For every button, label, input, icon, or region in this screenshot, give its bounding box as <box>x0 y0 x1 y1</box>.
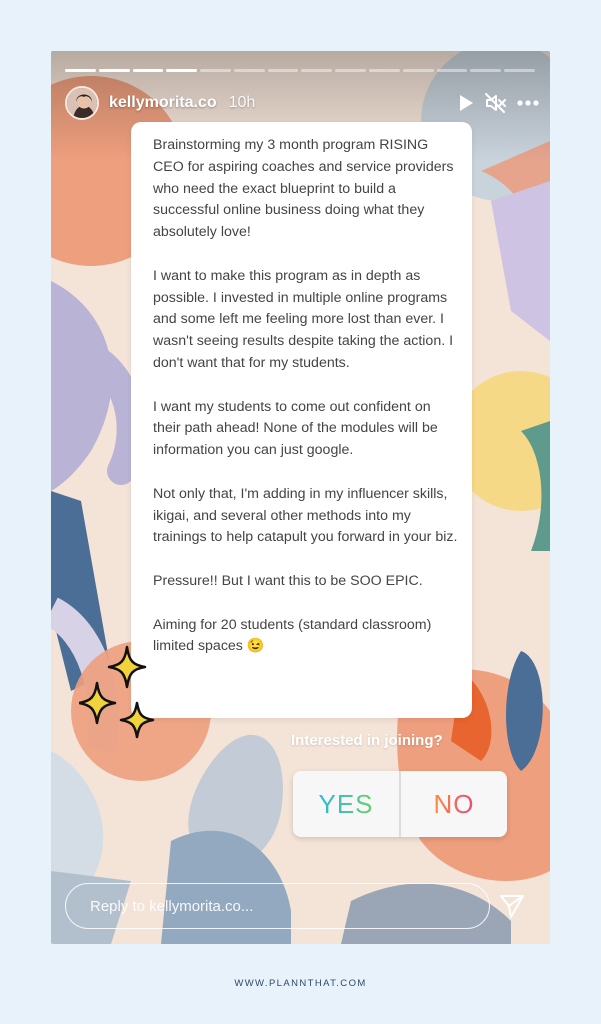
progress-segment <box>301 69 332 72</box>
poll-sticker <box>293 771 507 837</box>
paragraph: Pressure!! But I want this to be SOO EPIC. <box>153 572 423 589</box>
progress-segment <box>369 69 400 72</box>
story-header <box>65 85 539 121</box>
story-progress-bar <box>65 69 535 72</box>
reply-box[interactable] <box>65 883 490 929</box>
progress-segment <box>200 69 231 72</box>
story-time: 10h <box>228 94 256 111</box>
progress-segment <box>99 69 130 72</box>
text-card <box>131 122 472 718</box>
progress-segment <box>234 69 265 72</box>
progress-segment <box>268 69 299 72</box>
paragraph: Not only that, I'm adding in my influencer skills, ikigai, and several other methods into my trainings to help catapult you forward in your biz. <box>153 485 458 546</box>
footer-url: WWW.PLANNTHAT.COM <box>234 978 367 989</box>
avatar[interactable] <box>65 86 99 120</box>
play-icon[interactable] <box>457 94 475 112</box>
poll-yes-button[interactable] <box>293 771 401 837</box>
progress-segment <box>403 69 434 72</box>
paragraph: I want to make this program as in depth as possible. I invested in multiple online programs and some left me feeling more lost than ever. I wasn't seeing results despite taking the action. I don't want that for my students. <box>153 267 454 371</box>
poll-question: Interested in joining? <box>291 732 443 749</box>
reply-input[interactable] <box>88 897 472 916</box>
paragraph: Brainstorming my 3 month program RISING CEO for aspiring coaches and service providers who need the exact blueprint to build a successful online business doing what they absolutely love! <box>153 137 454 241</box>
story-frame[interactable] <box>51 51 550 944</box>
mute-icon[interactable] <box>485 93 507 113</box>
progress-segment <box>166 69 197 72</box>
progress-segment <box>65 69 96 72</box>
poll-no-button[interactable] <box>401 771 507 837</box>
username[interactable]: kellymorita.co <box>109 94 217 111</box>
progress-segment <box>504 69 535 72</box>
paragraph: Aiming for 20 students (standard classroom) limited spaces 😉 <box>153 616 432 655</box>
progress-segment <box>437 69 468 72</box>
more-icon[interactable] <box>517 100 539 106</box>
progress-segment <box>335 69 366 72</box>
story-text <box>153 135 458 658</box>
send-icon[interactable] <box>499 893 525 924</box>
paragraph: I want my students to come out confident on their path ahead! None of the modules will be information you can just google. <box>153 398 438 459</box>
poll-yes-label: YES <box>318 788 374 819</box>
progress-segment <box>470 69 501 72</box>
sparkle-icon <box>79 643 159 753</box>
progress-segment <box>133 69 164 72</box>
poll-no-label: NO <box>433 788 475 819</box>
